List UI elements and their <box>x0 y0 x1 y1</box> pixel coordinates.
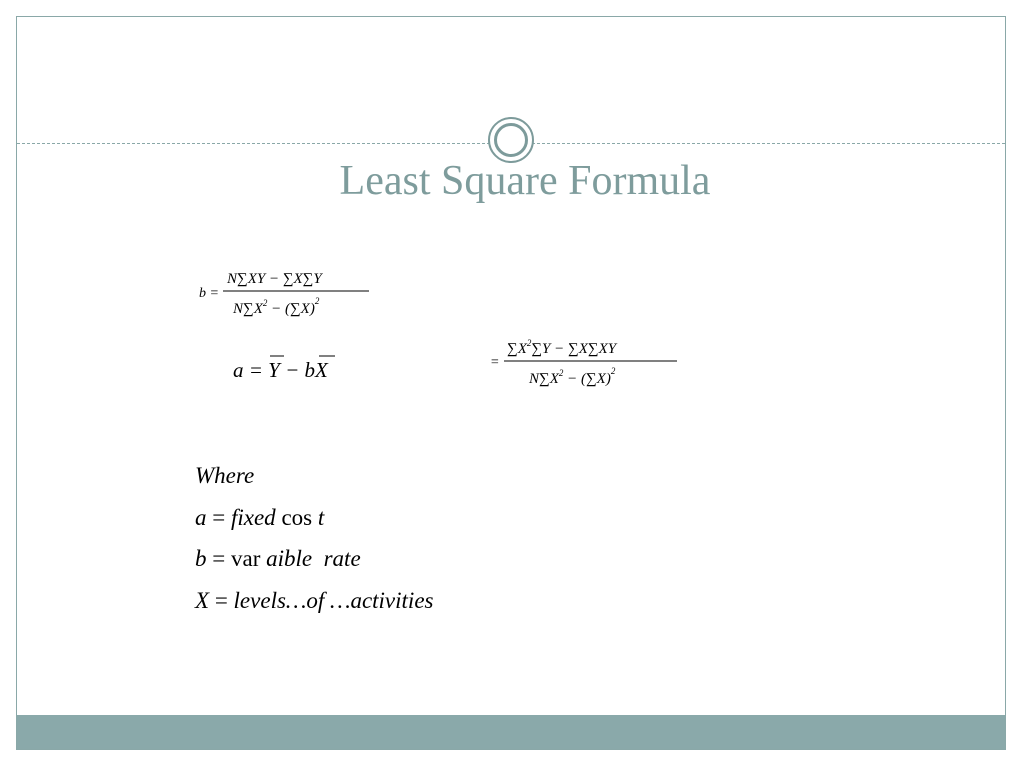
definition-x: X = levels…of …activities <box>195 587 434 613</box>
footer-bar <box>17 715 1005 749</box>
b-formula-denominator: $N\sum X^2 - (\sum X)^2$ <box>233 296 320 317</box>
definition-b: b = var aible rate <box>195 546 361 571</box>
slide <box>16 16 1006 750</box>
b-formula-lhs: b = <box>199 286 219 301</box>
alt-formula-numerator: $\sum X^2\sum Y - \sum X\sum XY$ <box>507 338 617 357</box>
formula-area <box>17 17 1007 751</box>
a-formula: a = Y − bX <box>233 358 328 382</box>
definitions-block <box>195 455 433 621</box>
definition-a: a = fixed cos t <box>195 504 325 530</box>
alt-formula-lhs: = <box>490 355 500 370</box>
b-formula-numerator: N∑XY − ∑X∑Y <box>227 271 322 287</box>
slide-title: Least Square Formula <box>339 158 711 204</box>
alt-formula-denominator: $N\sum X^2 - (\sum X)^2$ <box>529 366 616 387</box>
where-label: Where <box>195 463 255 488</box>
